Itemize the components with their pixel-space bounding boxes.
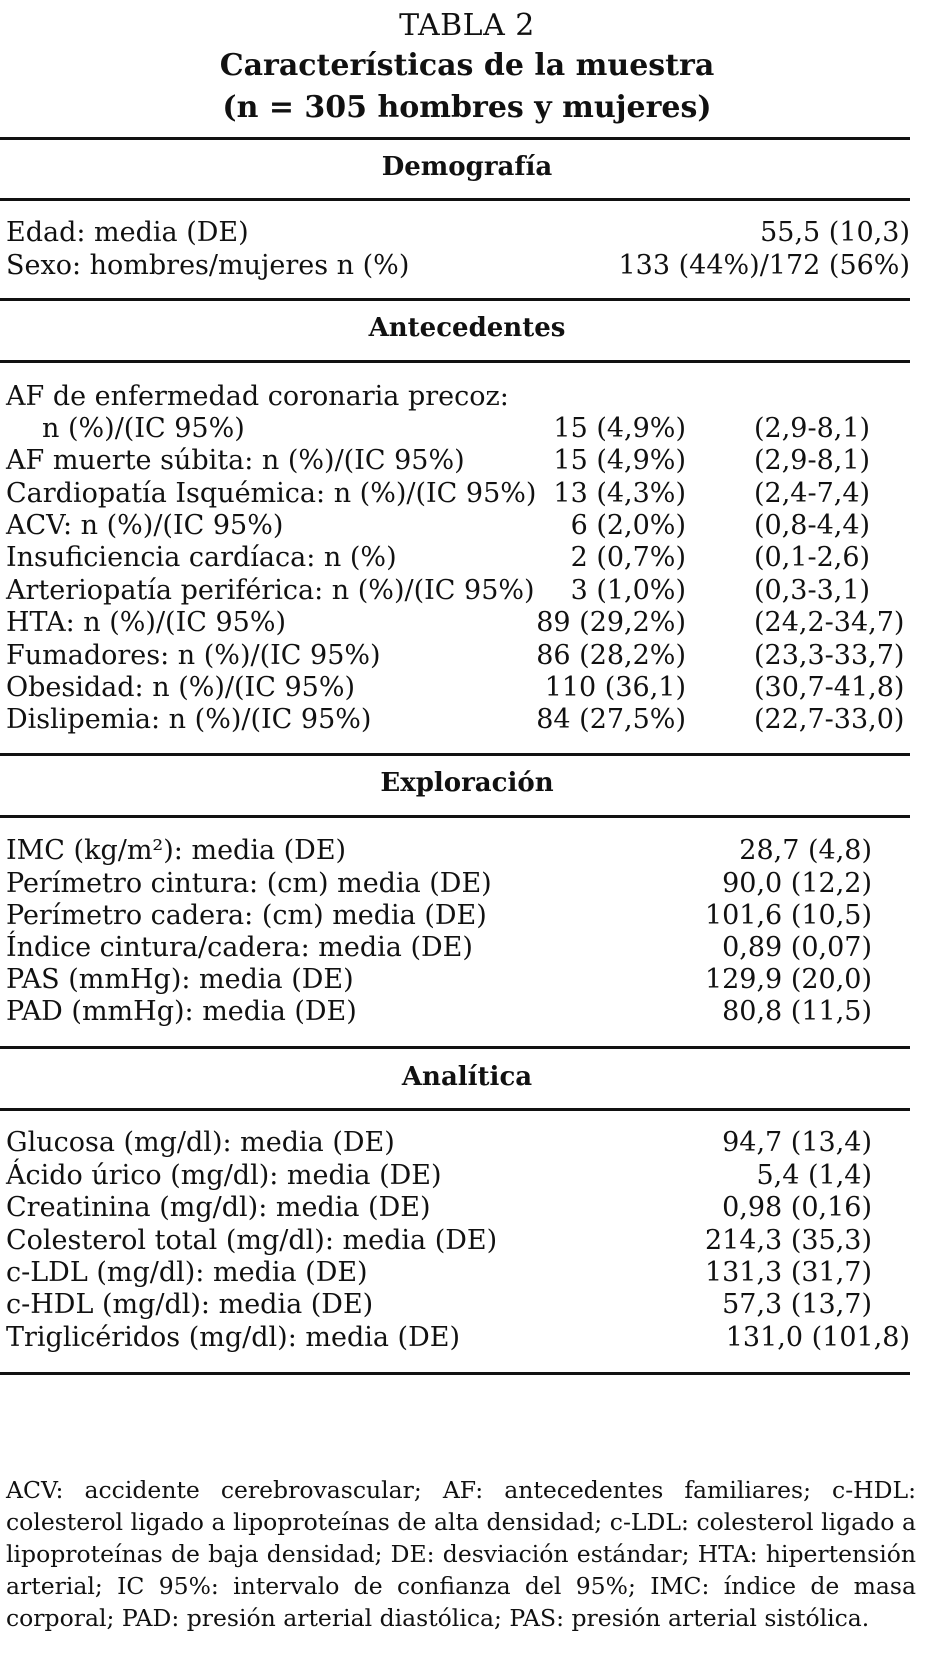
section-title-exploracion: Exploración (380, 768, 554, 798)
table-row (0, 671, 910, 705)
section-title-demografia: Demografía (381, 152, 553, 182)
table-row (0, 606, 910, 640)
row-label: Edad: media (DE) (6, 217, 249, 248)
table-row (0, 931, 910, 965)
row-ci: (22,7-33,0) (754, 704, 905, 735)
table-subtitle: (n = 305 hombres y mujeres) (222, 90, 712, 125)
row-count: 15 (4,9%) (553, 413, 686, 444)
row-label: AF de enfermedad coronaria precoz: (6, 381, 509, 412)
row-count: 3 (1,0%) (570, 575, 686, 606)
row-value: 57,3 (13,7) (722, 1289, 872, 1320)
table-row (0, 867, 910, 901)
rule-exploracion-top (0, 753, 910, 756)
row-ci: (0,8-4,4) (754, 510, 871, 541)
row-label: IMC (kg/m²): media (DE) (6, 835, 347, 866)
table-row (0, 995, 910, 1029)
row-label: Fumadores: n (%)/(IC 95%) (6, 640, 381, 671)
row-ci: (0,3-3,1) (754, 575, 871, 606)
table-row (0, 1159, 910, 1193)
row-label: PAD (mmHg): media (DE) (6, 996, 357, 1027)
table-row (0, 216, 910, 250)
row-label: Creatinina (mg/dl): media (DE) (6, 1192, 431, 1223)
row-label: c-HDL (mg/dl): media (DE) (6, 1289, 374, 1320)
row-ci: (30,7-41,8) (754, 672, 905, 703)
row-label: Dislipemia: n (%)/(IC 95%) (6, 704, 372, 735)
row-label: Cardiopatía Isquémica: n (%)/(IC 95%) (6, 478, 537, 509)
row-label: Obesidad: n (%)/(IC 95%) (6, 672, 356, 703)
section-title-analitica: Analítica (401, 1062, 533, 1092)
table-row (0, 249, 910, 283)
table-row (0, 1126, 910, 1160)
row-value: 133 (44%)/172 (56%) (618, 250, 910, 281)
rule-antecedentes-top (0, 298, 910, 301)
row-label: Sexo: hombres/mujeres n (%) (6, 250, 410, 281)
table-row (0, 541, 910, 575)
row-value: 80,8 (11,5) (722, 996, 872, 1027)
row-value: 5,4 (1,4) (756, 1160, 872, 1191)
row-label: Índice cintura/cadera: media (DE) (6, 932, 473, 963)
table-label: TABLA 2 (399, 8, 535, 43)
table-row (0, 1321, 910, 1355)
table-row (0, 574, 910, 608)
row-label: Ácido úrico (mg/dl): media (DE) (6, 1160, 442, 1191)
table-footnote: ACV: accidente cerebrovascular; AF: antecedentes familiares; c-HDL: colesterol ligado a lipoproteínas de alta densidad; c-LDL: colesterol ligado a lipoproteínas de baja densidad; DE: desviación estándar; HTA: hipertensión arterial; IC 95%: intervalo de confianza del 95%; IMC: índice de masa corporal; PAD: presión arterial diastólica; PAS: presión arterial sistólica. (6, 1476, 916, 1632)
row-label: c-LDL (mg/dl): media (DE) (6, 1257, 368, 1288)
row-label: AF muerte súbita: n (%)/(IC 95%) (6, 445, 465, 476)
row-ci: (0,1-2,6) (754, 542, 871, 573)
table-row (0, 509, 910, 543)
row-value: 55,5 (10,3) (760, 217, 910, 248)
row-value: 214,3 (35,3) (704, 1225, 872, 1256)
row-label: HTA: n (%)/(IC 95%) (6, 607, 287, 638)
row-label: Insuficiencia cardíaca: n (%) (6, 542, 397, 573)
table-row (0, 703, 910, 737)
rule-analitica-top (0, 1046, 910, 1049)
table-row (0, 1256, 910, 1290)
table-row (0, 477, 910, 511)
row-value: 0,98 (0,16) (722, 1192, 872, 1223)
table-row (0, 412, 910, 446)
table-row (0, 899, 910, 933)
row-label: Triglicéridos (mg/dl): media (DE) (6, 1322, 460, 1353)
row-value: 131,3 (31,7) (704, 1257, 872, 1288)
row-value: 94,7 (13,4) (722, 1127, 872, 1158)
row-count: 2 (0,7%) (570, 542, 686, 573)
row-count: 84 (27,5%) (536, 704, 686, 735)
table-row (0, 1224, 910, 1258)
row-count: 13 (4,3%) (553, 478, 686, 509)
row-count: 15 (4,9%) (553, 445, 686, 476)
table-row (0, 1288, 910, 1322)
row-ci: (24,2-34,7) (754, 607, 905, 638)
row-label: PAS (mmHg): media (DE) (6, 964, 354, 995)
row-label: Perímetro cadera: (cm) media (DE) (6, 900, 487, 931)
row-count: 6 (2,0%) (570, 510, 686, 541)
row-value: 90,0 (12,2) (722, 868, 872, 899)
row-ci: (23,3-33,7) (754, 640, 905, 671)
row-value: 131,0 (101,8) (725, 1322, 910, 1353)
table-row (0, 963, 910, 997)
table-row (0, 639, 910, 673)
table-title: Características de la muestra (219, 48, 715, 83)
row-value: 129,9 (20,0) (704, 964, 872, 995)
row-label: Arteriopatía periférica: n (%)/(IC 95%) (6, 575, 535, 606)
rule-top (0, 137, 910, 140)
table-row (0, 444, 910, 478)
section-title-antecedentes: Antecedentes (368, 313, 566, 343)
row-value: 28,7 (4,8) (739, 835, 872, 866)
row-ci: (2,4-7,4) (754, 478, 871, 509)
row-count: 89 (29,2%) (536, 607, 686, 638)
table-row (0, 380, 910, 414)
row-label: n (%)/(IC 95%) (42, 413, 245, 444)
row-value: 0,89 (0,07) (722, 932, 872, 963)
table-row (0, 834, 910, 868)
row-label: ACV: n (%)/(IC 95%) (6, 510, 284, 541)
row-ci: (2,9-8,1) (754, 413, 871, 444)
rule-demografia (0, 198, 910, 201)
row-ci: (2,9-8,1) (754, 445, 871, 476)
rule-bottom (0, 1372, 910, 1375)
row-label: Perímetro cintura: (cm) media (DE) (6, 868, 492, 899)
row-count: 86 (28,2%) (536, 640, 686, 671)
row-label: Colesterol total (mg/dl): media (DE) (6, 1225, 498, 1256)
rule-exploracion (0, 815, 910, 818)
row-label: Glucosa (mg/dl): media (DE) (6, 1127, 395, 1158)
table-row (0, 1191, 910, 1225)
rule-antecedentes (0, 360, 910, 363)
row-value: 101,6 (10,5) (704, 900, 872, 931)
rule-analitica (0, 1108, 910, 1111)
row-count: 110 (36,1) (544, 672, 686, 703)
